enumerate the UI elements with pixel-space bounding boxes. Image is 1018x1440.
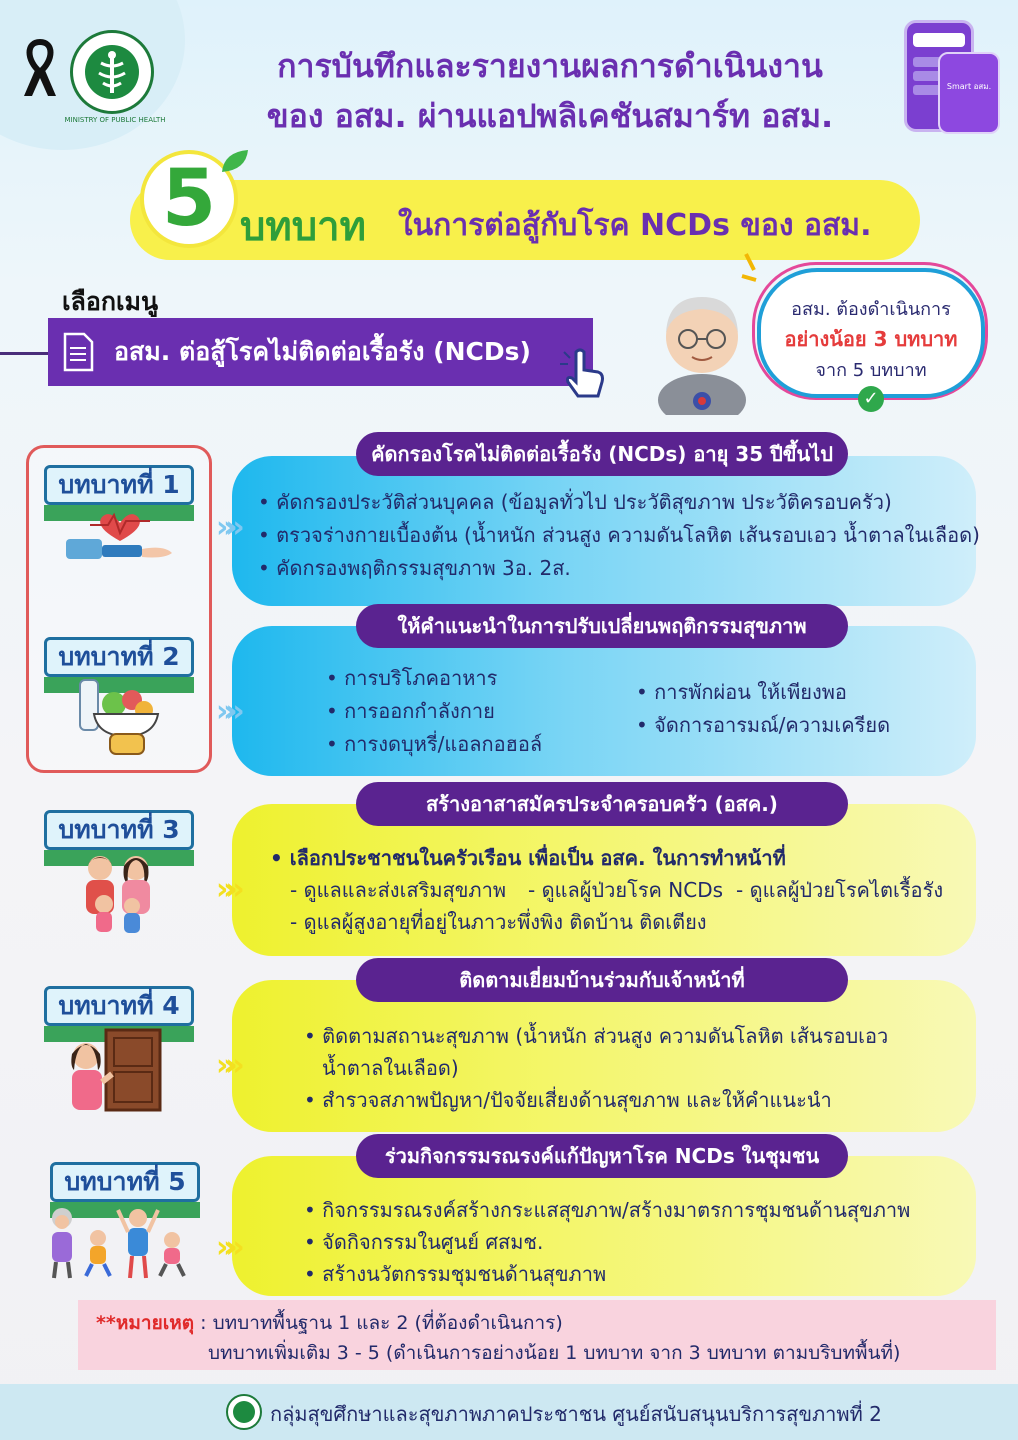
family-icon bbox=[74, 850, 164, 936]
double-chevron-right-icon: »» bbox=[216, 1048, 235, 1083]
page-title-line2: ของ อสม. ผ่านแอปพลิเคชันสมาร์ท อสม. bbox=[266, 97, 834, 135]
role-1-item-3: • คัดกรองพฤติกรรมสุขภาพ 3อ. 2ส. bbox=[258, 556, 571, 580]
role-2-tag: บทบาทที่ 2 bbox=[44, 637, 194, 677]
moph-logo-text: MINISTRY OF PUBLIC HEALTH bbox=[64, 116, 166, 124]
page-title-line1: การบันทึกและรายงานผลการดำเนินงาน bbox=[277, 47, 823, 85]
role-2-item-right-2: • จัดการอารมณ์/ความเครียด bbox=[636, 713, 891, 737]
role-4-tag: บทบาทที่ 4 bbox=[44, 986, 194, 1026]
role-1-header: คัดกรองโรคไม่ติดต่อเรื้อรัง (NCDs) อายุ 35 ปีขึ้นไป bbox=[356, 432, 848, 476]
double-chevron-right-icon: »» bbox=[216, 694, 235, 729]
role-1-item-2: • ตรวจร่างกายเบื้องต้น (น้ำหนัก ส่วนสูง ความดันโลหิต เส้นรอบเอว น้ำตาลในเลือด) bbox=[258, 523, 980, 547]
leaf-icon bbox=[220, 148, 250, 174]
role-3-sub-3: - ดูแลผู้ป่วยโรคไตเรื้อรัง bbox=[736, 878, 944, 902]
role-5-header: ร่วมกิจกรรมรณรงค์แก้ปัญหาโรค NCDs ในชุมชน bbox=[356, 1134, 848, 1178]
role-3-tag: บทบาทที่ 3 bbox=[44, 810, 194, 850]
double-chevron-right-icon: »» bbox=[216, 1230, 235, 1265]
role-3-sub-4: - ดูแลผู้สูงอายุที่อยู่ในภาวะพึ่งพิง ติดบ้าน ติดเตียง bbox=[290, 910, 707, 934]
check-circle-icon: ✓ bbox=[858, 386, 884, 412]
role-3-sub-1: - ดูแลและส่งเสริมสุขภาพ bbox=[290, 878, 507, 902]
role-4-item-2: • สำรวจสภาพปัญหา/ปัจจัยเสี่ยงด้านสุขภาพ และให้คำแนะนำ bbox=[304, 1088, 832, 1112]
moph-logo bbox=[70, 30, 154, 114]
menu-label: เลือกเมนู bbox=[62, 287, 159, 316]
role-1-tag: บทบาทที่ 1 bbox=[44, 465, 194, 505]
role-3-lead: • เลือกประชาชนในครัวเรือน เพื่อเป็น อสค. ในการทำหน้าที่ bbox=[270, 846, 786, 870]
role-2-header: ให้คำแนะนำในการปรับเปลี่ยนพฤติกรรมสุขภาพ bbox=[356, 604, 848, 648]
bubble-line1: อสม. ต้องดำเนินการ bbox=[791, 299, 951, 320]
document-icon bbox=[62, 332, 94, 372]
role-3-header: สร้างอาสาสมัครประจำครอบครัว (อสค.) bbox=[356, 782, 848, 826]
remark-box bbox=[78, 1300, 996, 1370]
role-2-item-left-2: • การออกกำลังกาย bbox=[326, 699, 495, 723]
role-5-item-3: • สร้างนวัตกรรมชุมชนด้านสุขภาพ bbox=[304, 1262, 607, 1286]
role-4-item-1: • ติดตามสถานะสุขภาพ (น้ำหนัก ส่วนสูง ความดันโลหิต เส้นรอบเอว bbox=[304, 1024, 889, 1048]
footer-text: กลุ่มสุขศึกษาและสุขภาพภาคประชาชน ศูนย์สนับสนุนบริการสุขภาพที่ 2 bbox=[270, 1402, 882, 1426]
double-chevron-right-icon: »» bbox=[216, 510, 235, 545]
mourning-ribbon-icon bbox=[20, 38, 60, 100]
sparkle-lines-icon bbox=[740, 250, 770, 290]
smart-app-phone-back: Smart อสม. bbox=[938, 52, 1000, 134]
ncds-menu-button[interactable] bbox=[48, 318, 593, 386]
remark-label: **หมายเหตุ bbox=[96, 1312, 195, 1334]
remark-line2: บทบาทเพิ่มเติม 3 - 5 (ดำเนินการอย่างน้อย 1 บทบาท จาก 3 บทบาท ตามบริบทพื้นที่) bbox=[208, 1342, 901, 1364]
menu-connector-line bbox=[0, 352, 48, 355]
role-5-tag: บทบาทที่ 5 bbox=[50, 1162, 200, 1202]
role-1-item-1: • คัดกรองประวัติส่วนบุคคล (ข้อมูลทั่วไป ประวัติสุขภาพ ประวัติครอบครัว) bbox=[258, 490, 892, 514]
role-4-header: ติดตามเยี่ยมบ้านร่วมกับเจ้าหน้าที่ bbox=[356, 958, 848, 1002]
banner-main-text: บทบาท bbox=[240, 204, 366, 250]
role-3-sub-2: - ดูแลผู้ป่วยโรค NCDs bbox=[528, 878, 724, 902]
banner-sub-text: ในการต่อสู้กับโรค NCDs ของ อสม. bbox=[398, 208, 872, 243]
role-5-item-2: • จัดกิจกรรมในศูนย์ ศสมช. bbox=[304, 1230, 544, 1254]
home-visit-door-icon bbox=[66, 1026, 166, 1112]
ncds-menu-button-label: อสม. ต่อสู้โรคไม่ติดต่อเรื้อรัง (NCDs) bbox=[114, 337, 531, 366]
role-2-item-left-1: • การบริโภคอาหาร bbox=[326, 666, 498, 690]
blood-pressure-icon bbox=[60, 505, 180, 565]
remark-line1: **หมายเหตุ : บทบาทพื้นฐาน 1 และ 2 (ที่ต้องดำเนินการ) bbox=[96, 1312, 563, 1334]
hand-cursor-icon bbox=[560, 348, 608, 402]
bubble-line2: อย่างน้อย 3 บทบาท bbox=[784, 327, 958, 351]
community-exercise-icon bbox=[44, 1204, 190, 1280]
healthy-food-icon bbox=[74, 678, 164, 758]
elderly-volunteer-avatar bbox=[652, 285, 752, 415]
footer-moph-logo-icon bbox=[226, 1394, 262, 1430]
requirement-bubble bbox=[757, 268, 985, 409]
bubble-line3: จาก 5 บทบาท bbox=[815, 360, 927, 381]
role-5-item-1: • กิจกรรมรณรงค์สร้างกระแสสุขภาพ/สร้างมาตรการชุมชนด้านสุขภาพ bbox=[304, 1198, 911, 1222]
role-4-item-1-cont: น้ำตาลในเลือด) bbox=[322, 1056, 459, 1080]
double-chevron-right-icon: »» bbox=[216, 872, 235, 907]
role-2-item-left-3: • การงดบุหรี่/แอลกอฮอล์ bbox=[326, 732, 543, 756]
role-2-item-right-1: • การพักผ่อน ให้เพียงพอ bbox=[636, 680, 847, 704]
banner-number: 5 bbox=[140, 150, 238, 248]
